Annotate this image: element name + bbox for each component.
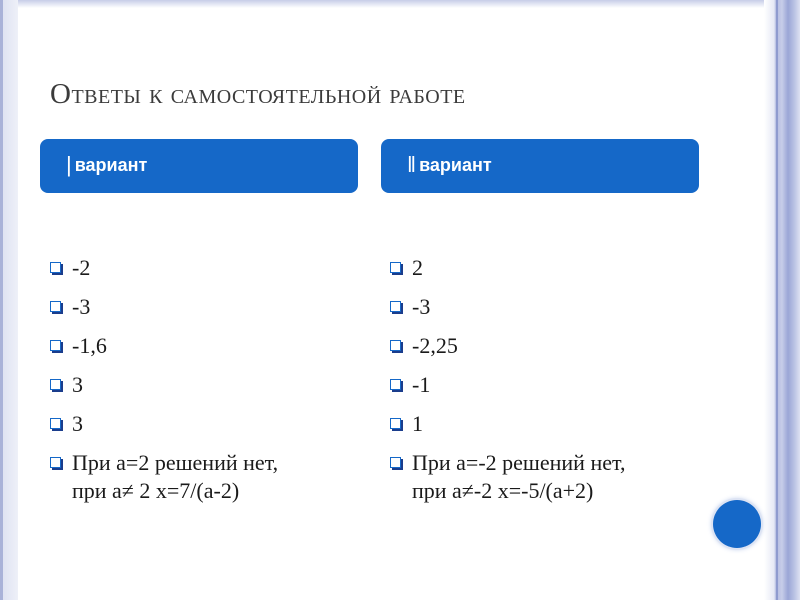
answer-text: 1 [412, 411, 423, 436]
checkbox-bullet-icon [390, 457, 401, 468]
list-item [50, 449, 278, 505]
variant-1-numeral: | [66, 152, 72, 177]
answer-text: -2 [72, 255, 91, 280]
checkbox-bullet-icon [50, 301, 61, 312]
answer-text: -3 [72, 294, 91, 319]
variant-2-label: вариант [419, 154, 492, 175]
list-item [50, 254, 278, 293]
variant-2-numeral: ‖ [407, 152, 417, 177]
answer-text: -2,25 [412, 333, 458, 358]
variant-2-answer-list [390, 254, 625, 505]
answer-text: 2 [412, 255, 423, 280]
variant-1-header [40, 139, 358, 193]
list-item [50, 293, 278, 332]
list-item [390, 254, 625, 293]
answer-line-1: При а=2 решений нет, [72, 450, 279, 475]
answer-line-2: при а≠-2 x=-5/(a+2) [412, 478, 594, 503]
list-item [50, 371, 278, 410]
checkbox-bullet-icon [50, 262, 61, 273]
checkbox-bullet-icon [390, 262, 401, 273]
slide-right-border-line [776, 0, 778, 600]
variant-2-header [381, 139, 699, 193]
list-item [390, 371, 625, 410]
checkbox-bullet-icon [50, 418, 61, 429]
answer-text: 3 [72, 372, 83, 397]
checkbox-bullet-icon [390, 379, 401, 390]
checkbox-bullet-icon [390, 301, 401, 312]
slide-title: Ответы к самостоятельной работе [50, 78, 466, 110]
slide-left-border [0, 0, 18, 600]
answer-text [72, 449, 278, 505]
list-item [390, 449, 625, 505]
variant-1-label: вариант [74, 154, 148, 175]
variant-1-answer-list [50, 254, 278, 505]
checkbox-bullet-icon [50, 340, 61, 351]
slide-right-border [764, 0, 800, 600]
slide-top-border [0, 0, 800, 8]
answer-text [412, 449, 625, 505]
checkbox-bullet-icon [390, 418, 401, 429]
answer-text: -1,6 [72, 333, 107, 358]
list-item [50, 332, 278, 371]
answer-text: -3 [412, 294, 431, 319]
answer-text: 3 [72, 411, 83, 436]
answer-text: -1 [412, 372, 431, 397]
checkbox-bullet-icon [390, 340, 401, 351]
list-item [390, 293, 625, 332]
checkbox-bullet-icon [50, 379, 61, 390]
answer-line-2: при а≠ 2 x=7/(a-2) [72, 478, 240, 503]
checkbox-bullet-icon [50, 457, 61, 468]
list-item [50, 410, 278, 449]
answer-line-1: При а=-2 решений нет, [412, 450, 626, 475]
list-item [390, 410, 625, 449]
decorative-circle-icon [713, 500, 761, 548]
list-item [390, 332, 625, 371]
